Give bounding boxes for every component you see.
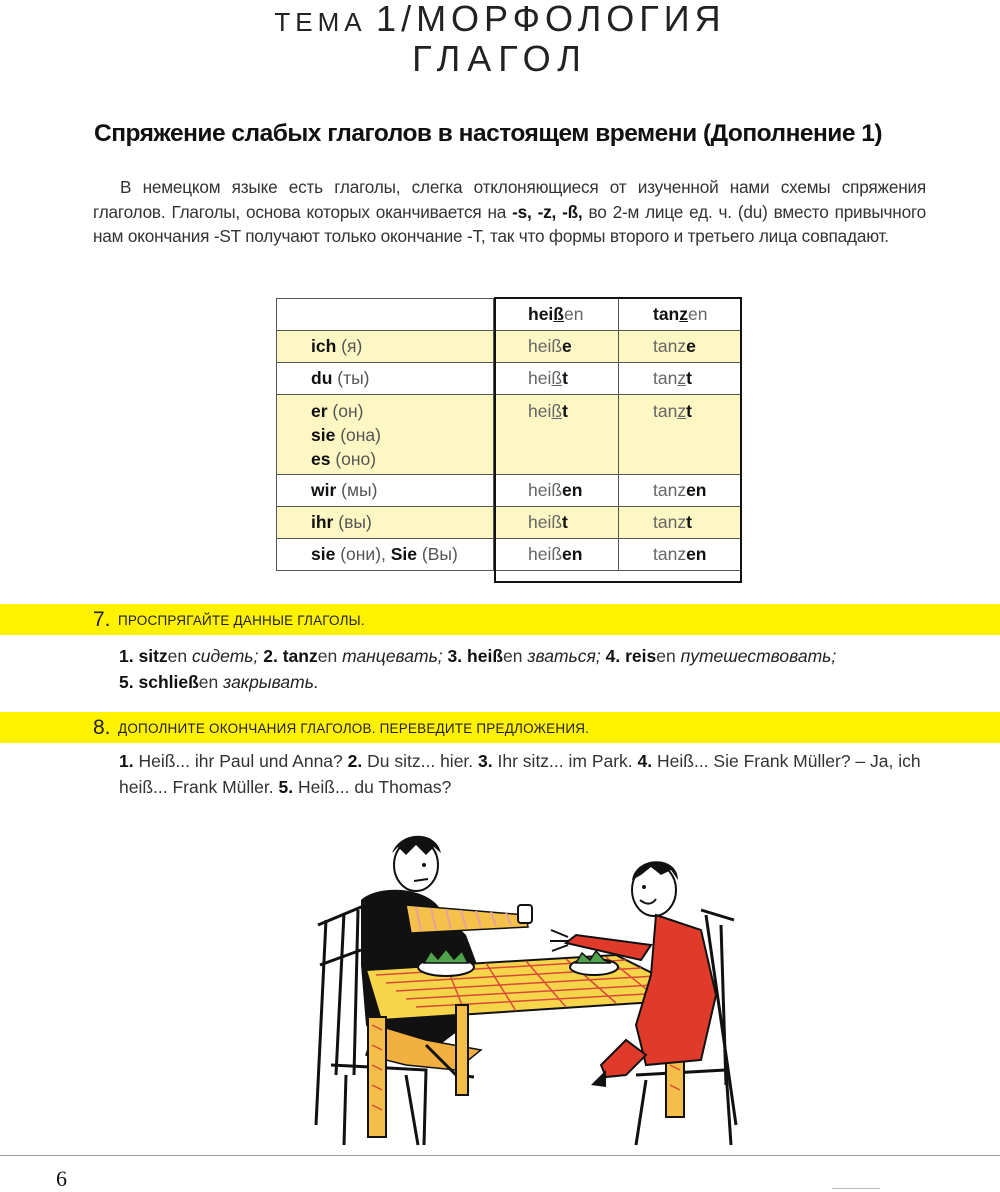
form-stem: heiß	[528, 480, 563, 500]
table-corner-cell	[277, 299, 494, 331]
form-ending: en	[686, 480, 707, 500]
exercise-number: 8.	[93, 716, 111, 739]
illustration-two-boys-at-table	[306, 825, 746, 1150]
pronoun-translation: (он)	[327, 401, 364, 421]
form-ending: en	[686, 544, 707, 564]
pronoun-translation: (я)	[336, 336, 363, 356]
pronoun: sie	[311, 425, 336, 445]
form-cell	[619, 363, 741, 395]
footer-rule	[0, 1155, 1000, 1156]
pronoun-cell	[277, 331, 494, 363]
form-ending: t	[562, 512, 568, 532]
header-ending: en	[564, 304, 584, 324]
form-mark: ß	[551, 401, 563, 421]
table-row	[277, 331, 741, 363]
exercise-item: 4. Heiß... Sie Frank Müller? – Ja, ich heiß... Frank Müller.	[119, 751, 921, 797]
pronoun-translation: (они),	[335, 544, 391, 564]
pronoun-translation: (мы)	[336, 480, 378, 500]
form-stem: heiß	[528, 544, 563, 564]
exercise-title: ПРОСПРЯГАЙТЕ ДАННЫЕ ГЛАГОЛЫ.	[118, 613, 365, 628]
table-row	[277, 475, 741, 507]
header-ending: en	[688, 304, 708, 324]
form-cell	[494, 475, 619, 507]
form-ending: t	[562, 368, 568, 388]
form-stem: tanz	[653, 336, 687, 356]
table-row	[277, 363, 741, 395]
form-stem: tanz	[653, 544, 687, 564]
table-header-row	[277, 299, 741, 331]
exercise-item: 5. Heiß... du Thomas?	[278, 777, 452, 797]
exercise-item: 4. reisen путешествовать;	[605, 646, 837, 666]
exercise-title: ДОПОЛНИТЕ ОКОНЧАНИЯ ГЛАГОЛОВ. ПЕРЕВЕДИТЕ ПРЕДЛОЖЕНИЯ.	[118, 721, 590, 736]
form-stem: hei	[528, 368, 552, 388]
header-stem: hei	[528, 304, 554, 324]
form-mark: z	[677, 401, 687, 421]
form-stem: tanz	[653, 480, 687, 500]
form-mark: ß	[551, 368, 563, 388]
form-cell	[494, 539, 619, 571]
conjugation-table	[276, 298, 741, 571]
exercise-8-body	[119, 748, 929, 800]
form-cell	[619, 395, 741, 475]
form-cell	[619, 331, 741, 363]
table-row	[277, 395, 741, 475]
pronoun-translation: (вы)	[333, 512, 372, 532]
pronoun-cell	[277, 475, 494, 507]
topic-title: 1/МОРФОЛОГИЯ	[376, 0, 726, 39]
pronoun-translation: (Вы)	[417, 544, 458, 564]
intro-paragraph	[93, 175, 926, 249]
form-stem: heiß	[528, 336, 563, 356]
exercise-8-bar	[0, 712, 1000, 743]
exercise-item: 3. heißen зваться;	[447, 646, 601, 666]
table-row	[277, 507, 741, 539]
pronoun: ihr	[311, 512, 334, 532]
form-cell	[619, 475, 741, 507]
form-cell	[494, 331, 619, 363]
pronoun-translation: (ты)	[332, 368, 370, 388]
form-ending: t	[562, 401, 568, 421]
form-ending: e	[686, 336, 696, 356]
pronoun-cell	[277, 539, 494, 571]
pronoun-cell	[277, 363, 494, 395]
form-cell	[619, 539, 741, 571]
form-ending: t	[686, 512, 692, 532]
pronoun-translation: (оно)	[330, 449, 377, 469]
exercise-item: 2. Du sitz... hier.	[347, 751, 474, 771]
pronoun-cell	[277, 395, 494, 475]
form-cell	[494, 363, 619, 395]
pronoun-cell	[277, 507, 494, 539]
form-stem: tanz	[653, 512, 687, 532]
pronoun: wir	[311, 480, 337, 500]
pronoun: Sie	[390, 544, 418, 564]
table-header-heissen	[494, 299, 619, 331]
exercise-item: 1. sitzen сидеть;	[119, 646, 259, 666]
pronoun: er	[311, 401, 328, 421]
form-ending: en	[562, 480, 583, 500]
page-number: 6	[56, 1166, 67, 1191]
form-cell	[619, 507, 741, 539]
form-stem: tan	[653, 401, 678, 421]
form-stem: tan	[653, 368, 678, 388]
exercise-7-body	[119, 643, 929, 695]
pronoun: es	[311, 449, 331, 469]
exercise-number: 7.	[93, 608, 111, 631]
pronoun: du	[311, 368, 333, 388]
form-stem: hei	[528, 401, 552, 421]
header-stem: tan	[653, 304, 680, 324]
form-stem: heiß	[528, 512, 563, 532]
pronoun: sie	[311, 544, 336, 564]
exercise-item: 2. tanzen танцевать;	[263, 646, 443, 666]
intro-text-2: во 2-м лице ед. ч. (du) вместо привычного нам окончания -ST получают только окончание -T, так что формы второго и третьего лица совпадают.	[93, 201, 926, 246]
topic-heading	[0, 0, 1000, 40]
form-ending: e	[562, 336, 572, 356]
topic-subtitle: ГЛАГОЛ	[412, 38, 588, 79]
topic-prefix: ТЕМА	[274, 7, 367, 37]
header-mark: z	[679, 304, 688, 324]
exercise-7-bar	[0, 604, 1000, 635]
intro-text-1: В немецком языке есть глаголы, слегка отклоняющиеся от изученной нами схемы спряжения глаголов. Глаголы, основа которых оканчивается на	[93, 177, 926, 222]
pronoun-translation: (она)	[335, 425, 381, 445]
section-title: Спряжение слабых глаголов в настоящем времени (Дополнение 1)	[94, 120, 883, 147]
exercise-item: 3. Ihr sitz... im Park.	[478, 751, 633, 771]
footer-mark	[832, 1188, 880, 1189]
table-header-tanzen	[619, 299, 741, 331]
exercise-item: 5. schließen закрывать.	[119, 672, 319, 692]
pronoun: ich	[311, 336, 337, 356]
form-ending: t	[686, 401, 692, 421]
form-mark: z	[677, 368, 687, 388]
header-mark: ß	[553, 304, 564, 324]
intro-endings: -s, -z, -ß,	[512, 201, 583, 222]
form-ending: en	[562, 544, 583, 564]
form-cell	[494, 395, 619, 475]
table-row	[277, 539, 741, 571]
form-cell	[494, 507, 619, 539]
form-ending: t	[686, 368, 692, 388]
exercise-item: 1. Heiß... ihr Paul und Anna?	[119, 751, 343, 771]
